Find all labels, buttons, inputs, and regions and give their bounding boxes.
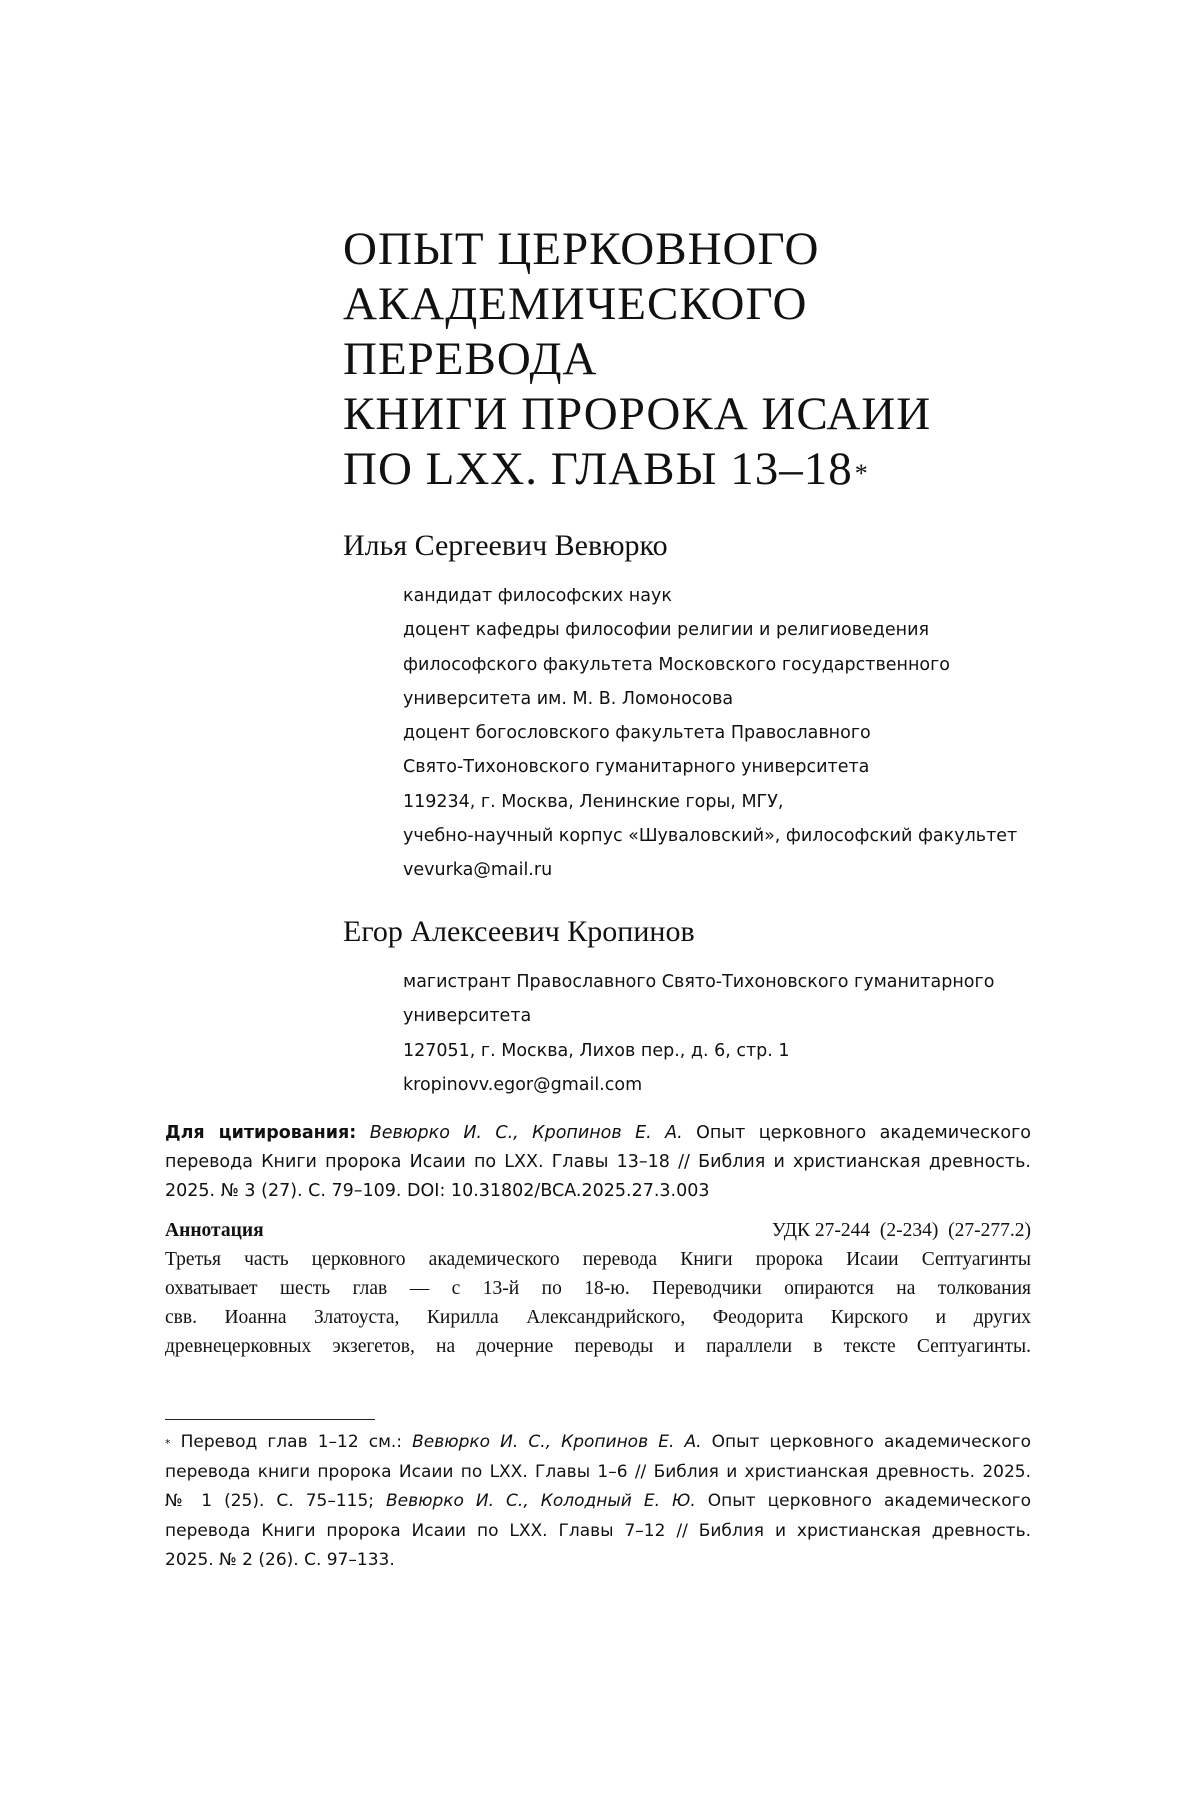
footnote-line: перевода Книги пророка Исаии по LXX. Главы 7–12 // Библия и христианская древность. xyxy=(165,1520,1031,1541)
footnote-mark: * xyxy=(165,1437,171,1450)
citation-label: Для цитирования: xyxy=(165,1123,357,1143)
affiliation-line: кандидат философских наук xyxy=(403,586,672,606)
affiliation-line: доцент кафедры философии религии и религиоведения xyxy=(403,620,929,641)
abstract-header xyxy=(165,1217,1031,1245)
footnote-line xyxy=(165,1428,1031,1458)
title-line-text: ПО LXX. ГЛАВЫ 13–18 xyxy=(343,443,853,495)
footnote-ref1-end: № 1 (25). С. 75–115; xyxy=(165,1491,387,1511)
citation-block xyxy=(165,1119,1031,1206)
footnote-intro: Перевод глав 1–12 см.: xyxy=(170,1432,413,1452)
abstract-label: Аннотация xyxy=(165,1220,264,1241)
abstract-line: Третья часть церковного академического перевода Книги пророка Исаии Септуагинты xyxy=(165,1249,1031,1270)
title-line: ПЕРЕВОДА xyxy=(343,333,598,385)
author-name-1: Илья Сергеевич Вевюрко xyxy=(343,529,668,562)
footnote-ref2-authors: Вевюрко И. С., Колодный Е. Ю. xyxy=(386,1491,696,1511)
title-footnote-mark[interactable]: * xyxy=(854,459,869,488)
author-name-2: Егор Алексеевич Кропинов xyxy=(343,915,695,948)
abstract-text xyxy=(165,1245,1031,1361)
footnote-ref2-text: Опыт церковного академического xyxy=(695,1491,1031,1511)
footnote-line: 2025. № 2 (26). С. 97–133. xyxy=(165,1550,395,1570)
affiliation-line: университета им. М. В. Ломоносова xyxy=(403,688,734,709)
footnote-line: перевода книги пророка Исаии по LXX. Главы 1–6 // Библия и христианская древность. 2025. xyxy=(165,1461,1031,1482)
title-line: ОПЫТ ЦЕРКОВНОГО xyxy=(343,223,820,275)
author-email[interactable]: kropinovv.egor@gmail.com xyxy=(403,1074,643,1095)
affiliation-line: учебно-научный корпус «Шуваловский», философский факультет xyxy=(403,826,1018,847)
affiliation-line: Свято-Тихоновского гуманитарного университета xyxy=(403,757,870,778)
footnote-divider xyxy=(165,1419,375,1420)
udc-code: УДК 27-244 (2-234) (27-277.2) xyxy=(771,1220,1031,1241)
abstract-line: древнецерковных экзегетов, на дочерние переводы и параллели в тексте Септуагинты. xyxy=(165,1336,1031,1357)
affiliation-line: университета xyxy=(403,1006,532,1027)
title-line xyxy=(343,442,1103,497)
footnote-line xyxy=(165,1487,1031,1517)
title-line: АКАДЕМИЧЕСКОГО xyxy=(343,278,808,330)
affiliation-line: 119234, г. Москва, Ленинские горы, МГУ, xyxy=(403,791,784,812)
author-affiliation-1 xyxy=(403,579,1103,888)
affiliation-line: доцент богословского факультета Православного xyxy=(403,723,871,744)
citation-authors: Вевюрко И. С., Кропинов Е. А. xyxy=(369,1123,683,1143)
author-email[interactable]: vevurka@mail.ru xyxy=(403,860,553,881)
abstract-line: охватывает шесть глав — с 13-й по 18-ю. Переводчики опираются на толкования xyxy=(165,1278,1031,1299)
affiliation-line: философского факультета Московского государственного xyxy=(403,654,951,675)
footnote-ref1-text: Опыт церковного академического xyxy=(701,1432,1031,1452)
affiliation-line: 127051, г. Москва, Лихов пер., д. 6, стр. 1 xyxy=(403,1040,790,1061)
affiliation-line: магистрант Православного Свято-Тихоновского гуманитарного xyxy=(403,972,995,992)
article-title xyxy=(343,222,1103,497)
author-affiliation-2 xyxy=(403,965,1103,1102)
abstract-line: свв. Иоанна Златоуста, Кирилла Александрийского, Феодорита Кирского и других xyxy=(165,1307,1031,1328)
footnote-ref1-authors: Вевюрко И. С., Кропинов Е. А. xyxy=(412,1432,702,1452)
citation-text: Опыт церковного академического перевода Книги пророка Исаии по LXX. Главы 13–18 // Библия и христианская древность. 2025. № 3 (27). С. 79–109. DOI: 10.31802/BCA.2025.27.3.003 xyxy=(165,1123,1031,1201)
title-line: КНИГИ ПРОРОКА ИСАИИ xyxy=(343,388,932,440)
footnote xyxy=(165,1428,1031,1576)
